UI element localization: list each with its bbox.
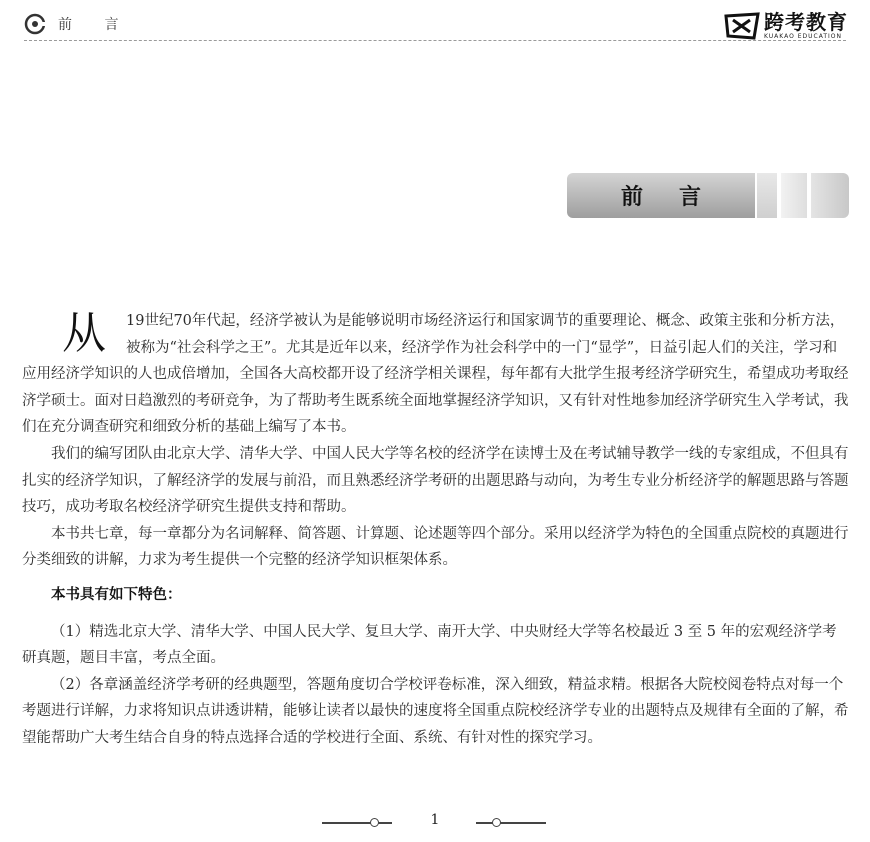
c-circle-icon	[24, 13, 46, 35]
footer-rule-right	[476, 822, 546, 824]
footer-dot-left	[370, 818, 379, 827]
preface-body	[22, 308, 850, 752]
brand-logo	[724, 12, 848, 40]
page-footer	[0, 812, 870, 832]
page-header	[0, 0, 870, 50]
footer-rule-left	[322, 822, 392, 824]
paragraph: 我们的编写团队由北京大学、清华大学、中国人民大学等名校的经济学在读博士及在考试辅导教学一线的专家组成，不但具有扎实的经济学知识，了解经济学的发展与前沿，而且熟悉经济学考研的出题思路与动向，为考生专业分析经济学的解题思路与答题技巧，成功考取名校经济学研究生提供支持和帮助。	[22, 445, 849, 516]
kuakao-logo-icon	[724, 12, 760, 40]
feature-item: （2）各章涵盖经济学考研的经典题型，答题角度切合学校评卷标准，深入细致，精益求精。根据各大院校阅卷特点对每一个考题进行详解，力求将知识点讲透讲精，能够让读者以最快的速度将全国重点院校经济学专业的出题特点及规律有全面的了解，希望能帮助广大考生结合自身的特点选择合适的学校进行全面、系统、有针对性的探究学习。	[22, 676, 849, 746]
paragraph-text: 19世纪70年代起，经济学被认为是能够说明市场经济运行和国家调节的重要理论、概念、政策主张和分析方法，被称为“社会科学之王”。尤其是近年以来，经济学作为社会科学中的一门“显学”，日益引起人们的关注，学习和应用经济学知识的人也成倍增加，全国各大高校都开设了经济学相关课程，每年都有大批学生报考经济学研究生，希望成功考取经济学硕士。面对日趋激烈的考研竞争，为了帮助考生既系统全面地掌握经济学知识，又有针对性地参加经济学研究生入学考试，我们在充分调查研究和细致分析的基础上编写了本书。	[22, 313, 849, 436]
paragraph: 本书共七章，每一章都分为名词解释、简答题、计算题、论述题等四个部分。采用以经济学为特色的全国重点院校的真题进行分类细致的讲解，力求为考生提供一个完整的经济学知识框架体系。	[22, 525, 849, 569]
decorative-stripe	[781, 173, 807, 218]
header-section	[24, 13, 132, 35]
decorative-stripe	[811, 173, 849, 218]
chapter-title-tab	[567, 173, 849, 218]
chapter-title: 前言	[620, 184, 737, 210]
features-heading: 本书具有如下特色：	[51, 585, 182, 603]
header-divider	[24, 40, 846, 41]
page-number: 1	[430, 812, 440, 828]
header-section-title: 前 言	[58, 17, 133, 33]
brand-name: 跨考教育	[764, 10, 848, 34]
decorative-stripe	[757, 173, 777, 218]
drop-cap: 从	[62, 308, 106, 359]
chapter-title-box	[567, 173, 755, 218]
footer-dot-right	[492, 818, 501, 827]
brand-subtitle: KUAKAO EDUCATION	[764, 33, 843, 40]
paragraph	[22, 308, 850, 441]
feature-item: （1）精选北京大学、清华大学、中国人民大学、复旦大学、南开大学、中央财经大学等名校最近 3 至 5 年的宏观经济学考研真题，题目丰富，考点全面。	[22, 623, 837, 667]
